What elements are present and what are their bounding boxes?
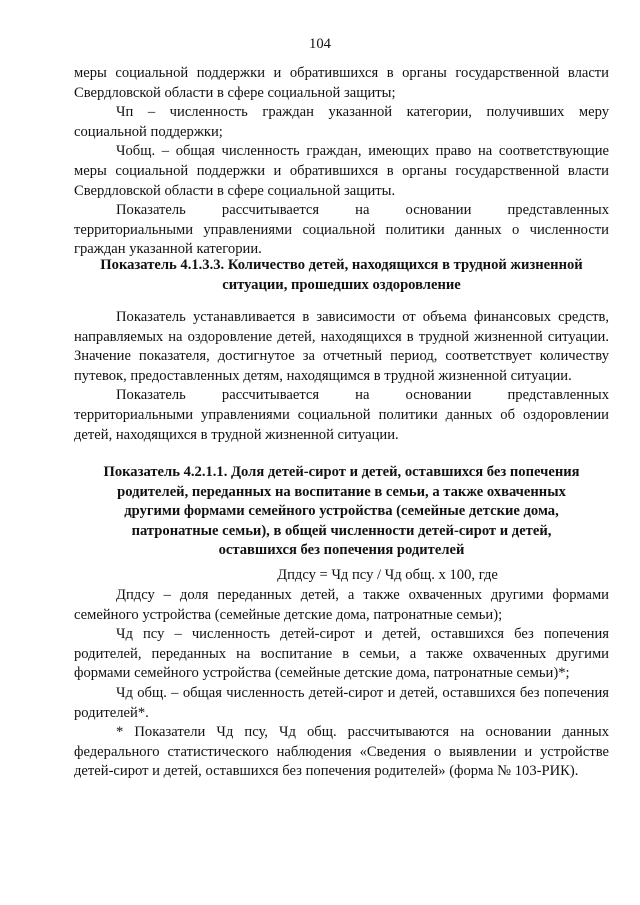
paragraph: Чд общ. – общая численность детей-сирот и детей, оставшихся без попечения родителей*. — [74, 684, 609, 721]
formula — [74, 566, 609, 586]
paragraph: территориальными управлениями социальной политики данных о численности граждан указанной категории. — [74, 221, 609, 258]
section-heading-4-2-1-1 — [74, 463, 609, 561]
section-heading-4-1-3-3 — [74, 256, 609, 295]
heading-line: другими формами семейного устройства (семейные детские дома, — [124, 503, 559, 520]
heading-line: Показатель 4.2.1.1. Доля детей-сирот и детей, оставшихся без попечения — [103, 464, 580, 480]
paragraph: Чд псу – численность детей-сирот и детей, оставшихся без попечения родителей, переданных на воспитание в семьи, а также охваченных другими формами семейного устройства (семейные детские дома, патронатные семьи)*; — [74, 626, 609, 682]
heading-line: ситуации, прошедших оздоровление — [222, 276, 461, 293]
paragraph: Чп – численность граждан указанной категории, получивших меру социальной поддержки; — [74, 104, 609, 140]
paragraph: территориальными управлениями социальной политики данных об оздоровлении детей, находящихся в трудной жизненной ситуации. — [74, 406, 609, 443]
formula-text: Дпдсу = Чд псу / Чд общ. х 100, где — [277, 567, 498, 583]
section-2 — [74, 308, 609, 445]
heading-line: родителей, переданных на воспитание в семьи, а также охваченных — [117, 483, 566, 500]
paragraph: меры социальной поддержки и обратившихся в органы государственной власти Свердловской области в сфере социальной защиты; — [74, 65, 609, 101]
paragraph: Показатель рассчитывается на основании представленных — [116, 387, 609, 404]
paragraph: Показатель устанавливается в зависимости от объема финансовых средств, направляемых на оздоровление детей, находящихся в трудной жизненной ситуации. Значение показателя, достигнутое за отчетный период, соответствует количеству путевок, предоставленных детям, находящимся в трудной жизненной ситуации. — [74, 309, 609, 384]
page-number: 104 — [309, 36, 331, 52]
paragraph: Дпдсу – доля переданных детей, а также охваченных другими формами семейного устройства (семейные детские дома, патронатные семьи); — [74, 587, 609, 623]
paragraph: Чобщ. – общая численность граждан, имеющих право на соответствующие меры социальной поддержки и обратившихся в органы государственной власти Свердловской области в сфере социальной защиты. — [74, 143, 609, 199]
paragraph: Показатель рассчитывается на основании представленных — [116, 202, 609, 219]
section-1 — [74, 64, 609, 260]
footnote: * Показатели Чд псу, Чд общ. рассчитываются на основании данных федерального статистического наблюдения «Сведения о выявлении и устройстве детей-сирот и детей, оставшихся без попечения родителей» (форма № 103-РИК). — [74, 724, 609, 780]
heading-line: оставшихся без попечения родителей — [218, 542, 465, 559]
heading-line: патронатные семьи), в общей численности детей-сирот и детей, — [131, 522, 552, 539]
heading-line: Показатель 4.1.3.3. Количество детей, находящихся в трудной жизненной — [100, 257, 583, 273]
section-3 — [74, 586, 609, 782]
